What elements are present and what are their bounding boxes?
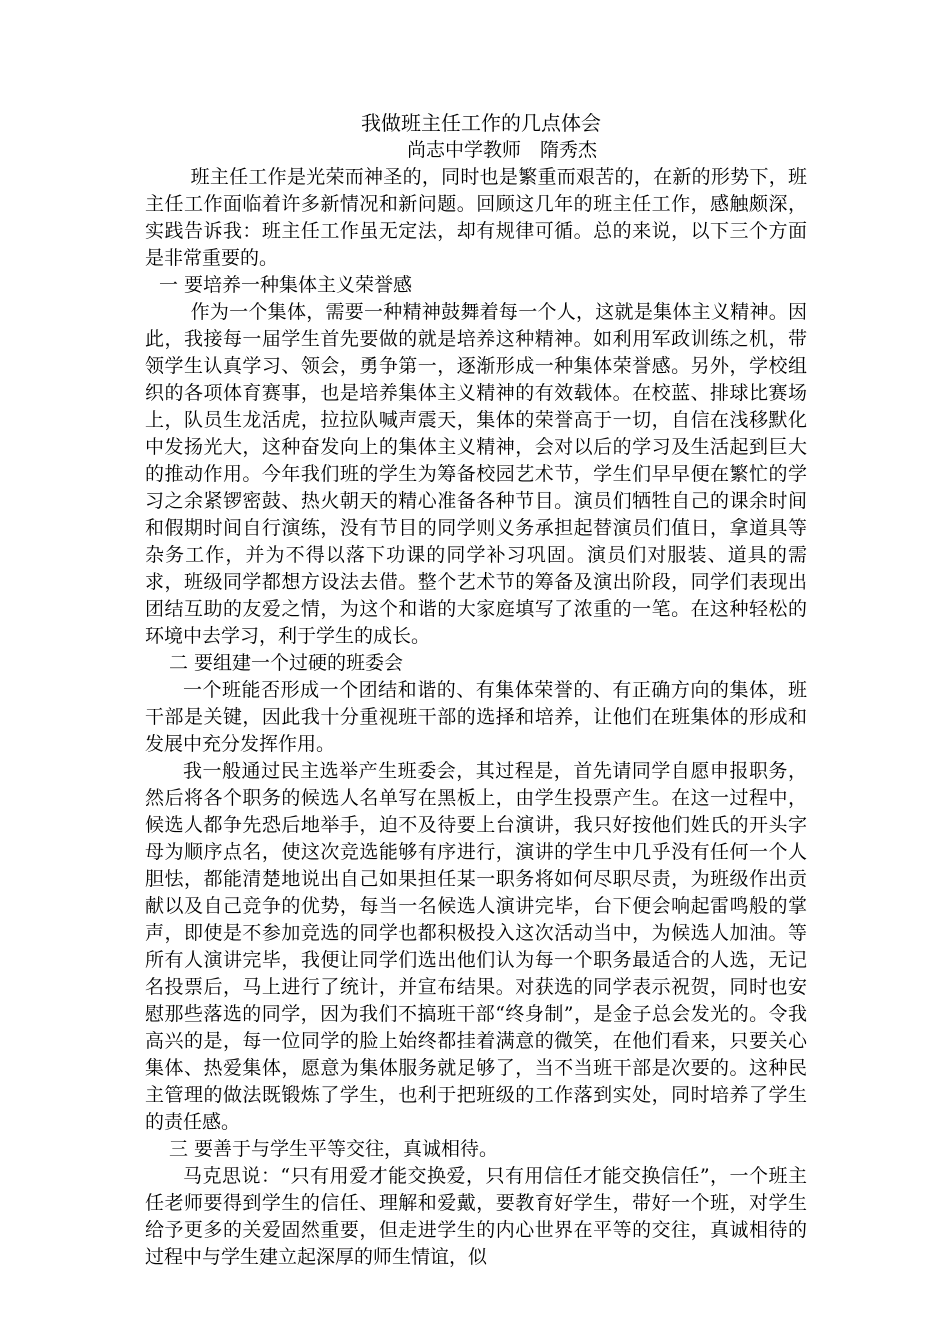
section-1-paragraph: 作为一个集体，需要一种精神鼓舞着每一个人，这就是集体主义精神。因此，我接每一届学生首先要做的就是培养这种精神。如利用军政训练之机，带领学生认真学习、领会，勇争第一，逐渐形成一种集体荣誉感。另外，学校组织的各项体育赛事，也是培养集体主义精神的有效载体。在校蓝、排球比赛场上，队员生龙活虎，拉拉队喊声震天，集体的荣誉高于一切，自信在浅移默化中发扬光大，这种奋发向上的集体主义精神，会对以后的学习及生活起到巨大的推动作用。今年我们班的学生为筹备校园艺术节，学生们早早便在繁忙的学习之余紧锣密鼓、热火朝天的精心准备各种节目。演员们牺牲自己的课余时间和假期时间自行演练，没有节目的同学则义务承担起替演员们值日，拿道具等杂务工作，并为不得以落下功课的同学补习巩固。演员们对服装、道具的需求，班级同学都想方设法去借。整个艺术节的筹备及演出阶段，同学们表现出团结互助的友爱之情，为这个和谐的大家庭填写了浓重的一笔。在这种轻松的环境中去学习，利于学生的成长。 <box>145 301 807 647</box>
section-heading-1: 一 要培养一种集体主义荣誉感 <box>159 274 413 296</box>
section-heading-3: 三 要善于与学生平等交往，真诚相待。 <box>169 1138 499 1160</box>
intro-paragraph: 班主任工作是光荣而神圣的，同时也是繁重而艰苦的，在新的形势下，班主任工作面临着许多新情况和新问题。回顾这几年的班主任工作，感触颇深，实践告诉我：班主任工作虽无定法，却有规律可循。总的来说，以下三个方面是非常重要的。 <box>145 166 807 269</box>
author-line: 尚志中学教师 隋秀杰 <box>407 139 598 161</box>
document-page <box>145 110 807 1271</box>
section-3-paragraph: 马克思说：“只有用爱才能交换爱，只有用信任才能交换信任”，一个班主任老师要得到学生的信任、理解和爱戴，要教育好学生，带好一个班，对学生给予更多的关爱固然重要，但走进学生的内心世界在平等的交往，真诚相待的过程中与学生建立起深厚的师生情谊，似 <box>145 1165 807 1268</box>
section-heading-2: 二 要组建一个过硬的班委会 <box>169 652 404 674</box>
section-2-paragraph-2: 我一般通过民主选举产生班委会，其过程是，首先请同学自愿申报职务，然后将各个职务的候选人名单写在黑板上，由学生投票产生。在这一过程中，候选人都争先恐后地举手，迫不及待要上台演讲，我只好按他们姓氏的开头字母为顺序点名，使这次竞选能够有序进行，演讲的学生中几乎没有任何一个人胆怯，都能清楚地说出自己如果担任某一职务将如何尽职尽责，为班级作出贡献以及自己竞争的优势，每当一名候选人演讲完毕，台下便会响起雷鸣般的掌声，即使是不参加竞选的同学也都积极投入这次活动当中，为候选人加油。等所有人演讲完毕，我便让同学们选出他们认为每一个职务最适合的人选，无记名投票后，马上进行了统计，并宣布结果。对获选的同学表示祝贺，同时也安慰那些落选的同学，因为我们不搞班干部“终身制”，是金子总会发光的。令我高兴的是，每一位同学的脸上始终都挂着满意的微笑，在他们看来，只要关心集体、热爱集体，愿意为集体服务就足够了，当不当班干部是次要的。这种民主管理的做法既锻炼了学生，也利于把班级的工作落到实处，同时培养了学生的责任感。 <box>145 760 807 1133</box>
section-2-paragraph-1: 一个班能否形成一个团结和谐的、有集体荣誉的、有正确方向的集体，班干部是关键，因此我十分重视班干部的选择和培养，让他们在班集体的形成和发展中充分发挥作用。 <box>145 679 807 755</box>
document-title: 我做班主任工作的几点体会 <box>361 111 601 135</box>
